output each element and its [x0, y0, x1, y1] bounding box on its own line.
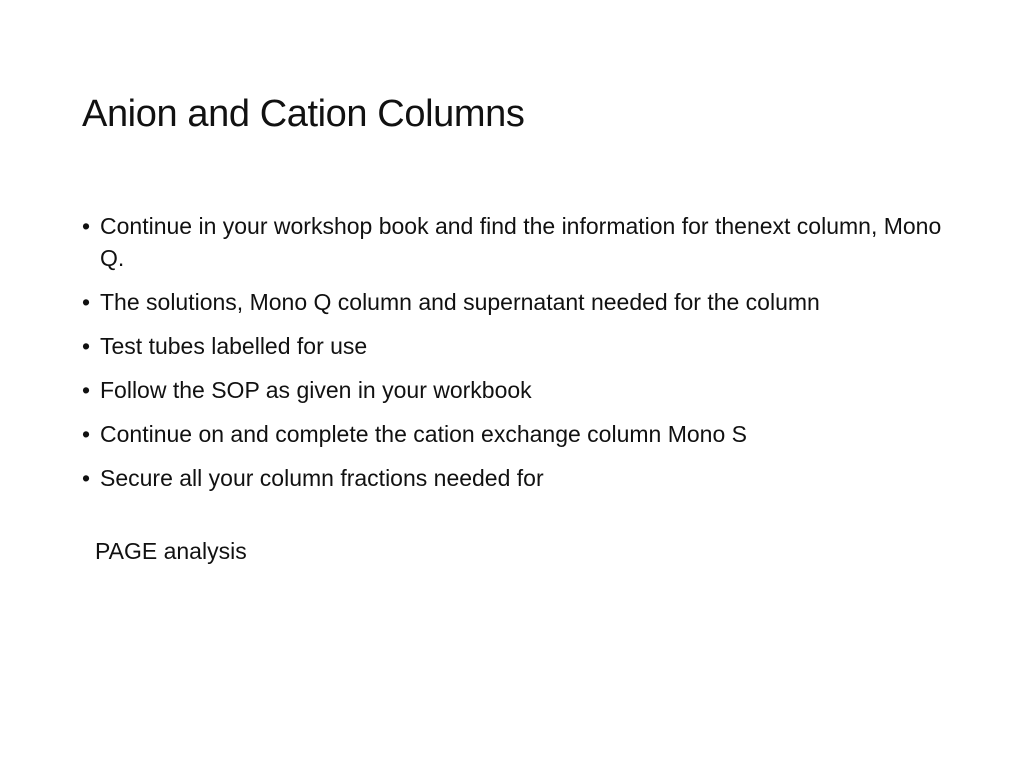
bullet-item [82, 330, 962, 362]
continuation-text: PAGE analysis [95, 538, 247, 564]
bullet-icon: • [82, 465, 91, 491]
bullet-item [82, 286, 962, 318]
bullet-icon: • [82, 377, 91, 403]
bullet-icon: • [82, 289, 91, 315]
bullet-item [82, 418, 962, 450]
bullet-icon: • [82, 421, 91, 447]
bullet-icon: • [82, 213, 91, 239]
bullet-text: Continue on and complete the cation exchange column Mono S [100, 421, 747, 447]
bullet-text: Secure all your column fractions needed for [100, 465, 544, 491]
bullet-item [82, 210, 962, 274]
bullet-text: Follow the SOP as given in your workbook [100, 377, 532, 403]
bullet-text: The solutions, Mono Q column and supernatant needed for the column [100, 289, 820, 315]
slide-title: Anion and Cation Columns [82, 93, 525, 135]
bullet-list [82, 210, 962, 506]
bullet-icon: • [82, 333, 91, 359]
bullet-item [82, 374, 962, 406]
bullet-item [82, 462, 962, 494]
bullet-text: Test tubes labelled for use [100, 333, 368, 359]
bullet-text: Continue in your workshop book and find the information for thenext column, Mono Q. [100, 213, 942, 271]
